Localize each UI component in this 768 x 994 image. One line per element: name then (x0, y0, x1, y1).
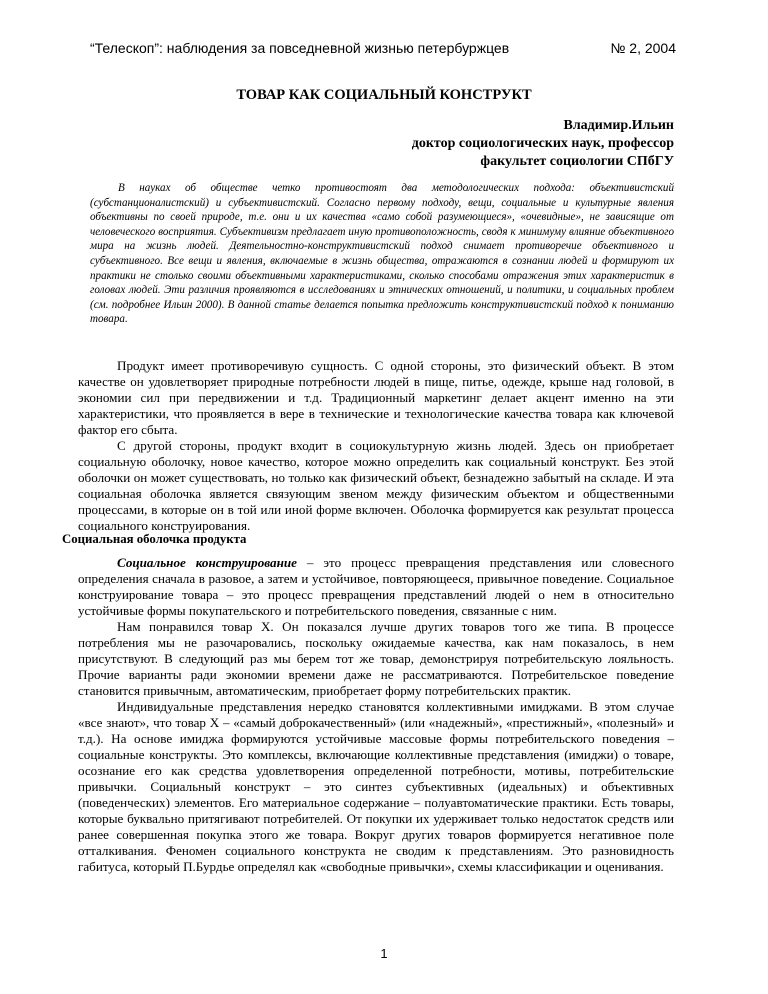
section-paragraph-2: Нам понравился товар Х. Он показался лучше других товаров того же типа. В процессе потребления мы не разочаровались, поскольку ожидаемые качества, как нам показалось, в нем присутствуют. В следующий раз мы берем тот же товар, демонстрируя потребительскую лояльность. Прочие варианты ради экономии времени даже не рассматриваются. Потребительское поведение становится привычным, автоматическим, приобретает форму потребительских практик. (78, 619, 674, 698)
intro-paragraph-2: С другой стороны, продукт входит в социокультурную жизнь людей. Здесь он приобретает социальную оболочку, новое качество, которое можно определить как социальный конструкт. Без этой оболочки он может существовать, но только как физический объект, безнадежно забытый на складе. И эта социальная оболочка является связующим звеном между физическим объектом и общественными процессами, в которые он в той или иной форме включен. Оболочка формируется как результат процесса социального конструирования. (78, 438, 674, 533)
page-number: 1 (380, 946, 388, 961)
issue-number: № 2, 2004 (610, 40, 676, 56)
intro-section (78, 358, 674, 534)
section-paragraph-1 (78, 555, 674, 619)
defined-term: Социальное конструирование (117, 555, 297, 570)
section-body (78, 555, 674, 875)
intro-paragraph-1: Продукт имеет противоречивую сущность. С одной стороны, это физический объект. В этом качестве он удовлетворяет природные потребности людей в пище, питье, одежде, крыше над головой, в экономии сил при передвижении и т.д. Традиционный маркетинг делает акцент именно на эти характеристики, что проявляется в вере в технические и технологические качества товара как ключевой фактор его сбыта. (78, 358, 674, 437)
section-paragraph-3: Индивидуальные представления нередко становятся коллективными имиджами. В этом случае «все знают», что товар Х – «самый доброкачественный» (или «надежный», «престижный», «полезный» и т.д.). На основе имиджа формируются устойчивые массовые формы потребительского поведения – социальные конструкты. Это комплексы, включающие коллективные представления (имиджи) о товаре, осознание его как средства удовлетворения определенной потребности, мотивы, потребительские привычки. Социальный конструкт – это синтез субъективных (идеальных) и объективных (поведенческих) элементов. Его материальное содержание – полуавтоматические практики. Есть товары, которые буквально притягивают потребителей. От покупки их удерживает только недостаток средств или ранее совершенная покупка этого же товара. Вокруг других товаров формируется негативное поле отталкивания. Феномен социального конструкта не сводим к представлениям. Это разновидность габитуса, который П.Бурдье определял как «свободные привычки», схемы классификации и оценивания. (78, 699, 674, 874)
author-degree: доктор социологических наук, профессор (411, 136, 674, 151)
article-title: ТОВАР КАК СОЦИАЛЬНЫЙ КОНСТРУКТ (236, 87, 532, 103)
running-header (90, 40, 676, 56)
abstract: В науках об обществе четко противостоят два методологических подхода: объективистский (субстанционалистский) и субъективистский. Согласно первому подходу, вещи, социальные и культурные явления объективны по своей природе, т.е. они и их качества «само собой разумеющиеся», «очевидные», не зависящие от человеческого восприятия. Субъективизм предлагает иную противоположность, сводя к минимуму влияние объективного мира на жизнь людей. Деятельностно-конструктивистский подход снимает противоречие объективного и субъективного. Все вещи и явления, включаемые в жизнь общества, отражаются в сознании людей и формируют их практики не столько своими объективными характеристиками, сколько способами отражения этих характеристик в головах людей. Эти различия проявляются в исследованиях и этнических отношений, и политики, и социальных проблем (см. подробнее Ильин 2000). В данной статье делается попытка предложить конструктивистский подход к пониманию товара. (90, 182, 674, 326)
author-name: Владимир.Ильин (563, 118, 674, 133)
author-affiliation: факультет социологии СПбГУ (480, 154, 674, 169)
author-block (412, 117, 674, 171)
section-heading: Социальная оболочка продукта (62, 532, 247, 546)
definition-text: – это процесс превращения представления или словесного определения сначала в разовое, а затем и устойчивое, повторяющееся, привычное поведение. Социальное конструирование товара – это процесс превращения представлений людей о нем в относительно устойчивые формы покупательского и потребительского поведения, связанные с ним. (78, 555, 674, 618)
journal-title: “Телескоп”: наблюдения за повседневной жизнью петербуржцев (90, 40, 510, 56)
